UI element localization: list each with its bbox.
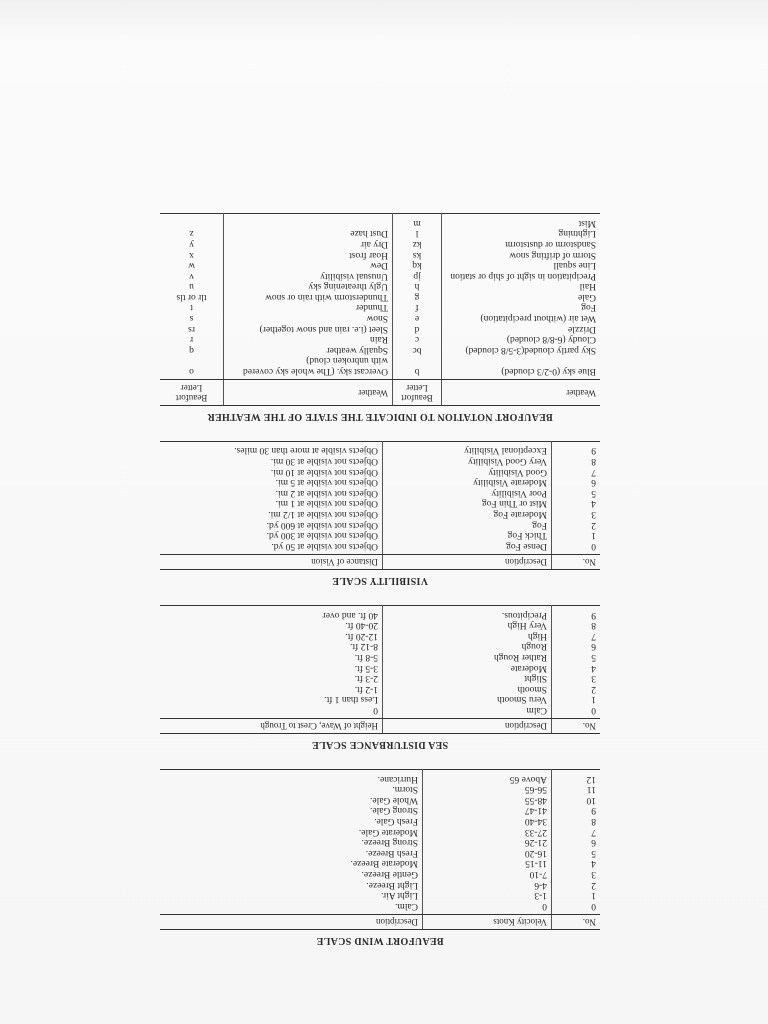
col-header-letter-2: Beaufort Letter [160, 380, 224, 406]
col-header-weather-2: Weather [224, 380, 393, 406]
table-cell: 5-8 ft. [160, 651, 383, 662]
col-header-description: Description [383, 554, 552, 570]
table-cell: Whole Gale. [160, 794, 423, 805]
table-cell: l [393, 228, 442, 239]
table-cell: tlr or tls [160, 291, 224, 302]
table-cell: Objects not visible at 600 yd. [160, 519, 383, 530]
col-header-wave-height: Height of Wave, Crest to Trough [160, 718, 383, 734]
table-cell: Mist [578, 217, 596, 228]
table-cell: Squally weather [224, 344, 393, 355]
table-cell: q [160, 344, 224, 355]
table-cell: 2 [591, 519, 596, 530]
wind-scale-section [160, 769, 600, 945]
table-row [160, 540, 600, 554]
table-cell: bc [393, 344, 442, 355]
table-cell: 3 [591, 869, 596, 880]
table-row [160, 455, 600, 466]
table-cell: 1-3 [423, 890, 552, 901]
table-row [160, 651, 600, 662]
table-cell: Precipitation in sight of ship or station [450, 270, 596, 281]
table-row [160, 673, 600, 684]
table-cell: Objects not visible at 5 mi. [160, 477, 383, 488]
col-header-no: No. [552, 718, 601, 734]
table-cell: u [160, 281, 224, 292]
table-row [160, 498, 600, 509]
table-cell: t [160, 302, 224, 313]
table-cell: 34-40 [423, 815, 552, 826]
table-cell: jp [393, 270, 442, 281]
table-row [160, 519, 600, 530]
table-row [160, 281, 600, 292]
table-cell: v [160, 270, 224, 281]
table-cell: Calm. [160, 900, 423, 914]
table-cell: 27-33 [423, 826, 552, 837]
table-cell: Fresh Breeze. [160, 847, 423, 858]
table-cell: 4 [591, 858, 596, 869]
table-row [160, 630, 600, 641]
table-cell: Objects not visible at 1 mi. [160, 498, 383, 509]
table-row [160, 291, 600, 302]
sea-scale-table [160, 605, 600, 735]
table-cell: r [160, 334, 224, 345]
table-row [160, 815, 600, 826]
table-cell: Smooth [383, 683, 552, 694]
table-cell: 1 [591, 890, 596, 901]
visibility-scale-header-row [160, 554, 600, 570]
table-cell: 8 [591, 456, 596, 467]
table-row [160, 238, 600, 249]
table-cell: 1 [591, 530, 596, 541]
table-row [160, 530, 600, 541]
table-row [160, 270, 600, 281]
table-cell: ks [393, 249, 442, 260]
table-cell: 3 [591, 509, 596, 519]
table-cell: 8-12 ft. [160, 641, 383, 652]
table-cell: Hoar frost [224, 249, 393, 260]
table-cell: Objects not visible at 300 yd. [160, 530, 383, 541]
table-row [160, 704, 600, 718]
table-row [160, 858, 600, 869]
table-cell: s [160, 313, 224, 324]
printed-sheet-rotated [160, 170, 600, 945]
table-row [160, 868, 600, 879]
table-row [160, 784, 600, 795]
table-cell: Moderate Breeze. [160, 858, 423, 869]
table-row [160, 344, 600, 355]
table-cell: 4 [591, 662, 596, 673]
table-cell: d [393, 323, 442, 334]
table-cell: e [393, 313, 442, 324]
table-cell: 11-15 [423, 858, 552, 869]
col-header-no: No. [552, 554, 601, 570]
table-cell: 9 [591, 805, 596, 816]
table-cell: Light Air. [160, 890, 423, 901]
table-cell: Storm of drifting snow [509, 249, 596, 260]
table-cell: Dense Fog [383, 540, 552, 554]
table-row [160, 323, 600, 334]
table-cell: 3-5 ft. [160, 662, 383, 673]
table-cell: 7-10 [423, 868, 552, 879]
table-row [160, 249, 600, 260]
table-cell: Drizzle [568, 323, 596, 334]
col-header-description: Description [383, 718, 552, 734]
table-cell: Dew [224, 260, 393, 271]
col-header-distance: Distance of Vision [160, 554, 383, 570]
table-cell: Snow [224, 313, 393, 324]
table-row [160, 441, 600, 455]
col-header-letter-1: Beaufort Letter [393, 380, 442, 406]
table-cell: Lightning [558, 228, 596, 239]
table-cell: 5 [591, 651, 596, 662]
table-cell: x [160, 249, 224, 260]
table-cell: Light Breeze. [160, 879, 423, 890]
table-cell: Mist or Thin Fog [383, 498, 552, 509]
table-cell: Objects not visible at 1/2 mi. [160, 508, 383, 519]
table-cell: Sleet (i.e. rain and snow together) [224, 323, 393, 334]
col-header-no: No. [552, 914, 601, 930]
table-cell: Thick Fog [383, 530, 552, 541]
table-cell: Above 65 [423, 770, 552, 784]
table-cell: Thunderstorm with rain or snow [224, 291, 393, 302]
table-cell: 1-2 ft. [160, 683, 383, 694]
table-cell: z [160, 228, 224, 239]
table-cell: Moderate Visibility [383, 477, 552, 488]
table-cell: m [393, 214, 442, 228]
table-cell: 16-20 [423, 847, 552, 858]
table-cell: 10 [586, 794, 596, 805]
table-cell: Storm. [160, 784, 423, 795]
table-cell: Objects not visible at 2 mi. [160, 487, 383, 498]
table-cell: 6 [591, 477, 596, 488]
table-cell: Objects not visible at 50 yd. [160, 540, 383, 554]
table-cell: 8 [591, 816, 596, 827]
table-cell: w [160, 260, 224, 271]
table-cell: b [393, 355, 442, 380]
table-cell: 8 [591, 620, 596, 631]
table-cell: Cloudy (6-8/8 clouded) [506, 334, 596, 345]
col-header-weather-1: Weather [442, 380, 601, 406]
table-cell: 56-65 [423, 784, 552, 795]
table-row [160, 508, 600, 519]
table-cell: Moderate Gale. [160, 826, 423, 837]
wind-scale-body [160, 770, 600, 915]
table-cell [224, 214, 393, 228]
table-cell: 6 [591, 837, 596, 848]
table-cell: Rather Rough [383, 651, 552, 662]
table-cell: 48-55 [423, 794, 552, 805]
table-cell: Objects not visible at 10 mi. [160, 466, 383, 477]
table-cell: Thunder [224, 302, 393, 313]
table-row [160, 794, 600, 805]
table-cell: 4 [591, 498, 596, 509]
table-row [160, 900, 600, 914]
table-cell: 7 [591, 466, 596, 477]
table-row [160, 313, 600, 324]
table-cell: Hurricane. [160, 770, 423, 784]
sea-scale-section [160, 605, 600, 749]
table-cell: 0 [591, 540, 596, 551]
table-cell [160, 214, 224, 228]
table-cell: Dust haze [224, 228, 393, 239]
visibility-scale-section [160, 441, 600, 585]
table-row [160, 662, 600, 673]
table-cell: kq [393, 260, 442, 271]
table-cell: g [393, 291, 442, 302]
table-cell: Strong Gale. [160, 805, 423, 816]
table-row [160, 477, 600, 488]
table-cell: Overcast sky. (The whole sky covered with unbroken cloud) [224, 355, 393, 380]
table-row [160, 487, 600, 498]
table-cell: 41-47 [423, 805, 552, 816]
table-row [160, 694, 600, 705]
table-row [160, 214, 600, 228]
table-cell: Objects visible at more than 30 miles. [160, 441, 383, 455]
table-cell: 9 [591, 609, 596, 620]
visibility-scale-body [160, 441, 600, 554]
table-row [160, 302, 600, 313]
table-cell: 11 [586, 784, 596, 795]
sea-scale-body [160, 605, 600, 718]
table-cell: 2-3 ft. [160, 673, 383, 684]
table-cell: Fog [581, 302, 596, 313]
weather-notation-header-row [160, 380, 600, 406]
table-cell: Poor Visibility [383, 487, 552, 498]
table-cell: Exceptional Visibility [383, 441, 552, 455]
table-cell: 9 [591, 445, 596, 456]
table-cell: Blue sky (0-2/3 clouded) [501, 366, 596, 377]
sea-scale-header-row [160, 718, 600, 734]
table-cell: 7 [591, 630, 596, 641]
visibility-scale-title: VISIBILITY SCALE [332, 574, 428, 586]
table-cell: 0 [423, 900, 552, 914]
table-cell: High [383, 630, 552, 641]
table-row [160, 620, 600, 631]
table-cell: 21-26 [423, 837, 552, 848]
table-cell: Sandstorm or duststorm [505, 238, 596, 249]
table-cell: 40 ft. and over [160, 605, 383, 619]
table-cell: 0 [591, 704, 596, 715]
table-cell: h [393, 281, 442, 292]
table-cell: 5 [591, 847, 596, 858]
sea-scale-title: SEA DISTURBANCE SCALE [311, 739, 449, 751]
table-cell: 4-6 [423, 879, 552, 890]
table-row [160, 837, 600, 848]
table-cell: Fresh Gale. [160, 815, 423, 826]
col-header-description: Description [160, 914, 423, 930]
visibility-scale-table [160, 441, 600, 571]
table-cell: Dry air [224, 238, 393, 249]
table-cell: 0 [591, 900, 596, 911]
table-cell: y [160, 238, 224, 249]
table-cell: Veru Smooth [383, 694, 552, 705]
table-cell: Rain [224, 334, 393, 345]
table-cell: Very Good Visibility [383, 455, 552, 466]
table-cell: Sky partly clouded(3-5/8 clouded) [465, 344, 596, 355]
table-cell: 0 [160, 704, 383, 718]
weather-notation-body [160, 214, 600, 380]
table-cell: Fog [383, 519, 552, 530]
table-cell: o [160, 355, 224, 380]
table-row [160, 879, 600, 890]
table-row [160, 890, 600, 901]
table-row [160, 847, 600, 858]
table-cell: Slight [383, 673, 552, 684]
table-cell: Wet air (without precipitation) [480, 313, 596, 324]
table-cell: Line squall [553, 260, 596, 271]
table-row [160, 641, 600, 652]
table-cell: 2 [591, 879, 596, 890]
table-cell: Precipitous. [383, 605, 552, 619]
table-cell: 7 [591, 826, 596, 837]
table-cell: Hail [579, 281, 596, 292]
table-cell: Calm [383, 704, 552, 718]
table-cell: 3 [591, 673, 596, 684]
table-cell: 20-40 ft. [160, 620, 383, 631]
table-cell: 5 [591, 487, 596, 498]
table-row [160, 805, 600, 816]
weather-notation-title: BEAUFORT NOTATION TO INDICATE THE STATE OF THE WEATHER [207, 410, 553, 422]
table-row [160, 466, 600, 477]
table-row [160, 826, 600, 837]
table-row [160, 228, 600, 239]
table-cell: Objects not visible at 30 mi. [160, 455, 383, 466]
table-cell: Good Visibility [383, 466, 552, 477]
table-cell: Strong Breeze. [160, 837, 423, 848]
wind-scale-header-row [160, 914, 600, 930]
table-cell: Gentle Breeze. [160, 868, 423, 879]
wind-scale-title: BEAUFORT WIND SCALE [316, 935, 444, 946]
table-cell: Ugly threatening sky [224, 281, 393, 292]
table-cell: Less than 1 ft. [160, 694, 383, 705]
table-cell: Very High [383, 620, 552, 631]
table-row [160, 355, 600, 380]
table-row [160, 334, 600, 345]
table-cell: 12 [586, 773, 596, 784]
table-cell: Unusual visibility [224, 270, 393, 281]
page-shadow [0, 0, 768, 40]
col-header-velocity: Velocity Knots [423, 914, 552, 930]
table-row [160, 605, 600, 619]
table-row [160, 683, 600, 694]
table-cell: f [393, 302, 442, 313]
table-cell: Moderate [383, 662, 552, 673]
table-cell: 12-20 ft. [160, 630, 383, 641]
table-cell: Rough [383, 641, 552, 652]
table-cell: c [393, 334, 442, 345]
table-row [160, 260, 600, 271]
weather-notation-section [160, 213, 600, 421]
table-row [160, 770, 600, 784]
table-cell: Gale [578, 291, 596, 302]
table-cell: 2 [591, 683, 596, 694]
table-cell: 1 [591, 694, 596, 705]
table-cell: kz [393, 238, 442, 249]
table-cell: Moderate Fog [383, 508, 552, 519]
table-cell: 6 [591, 641, 596, 652]
wind-scale-table [160, 769, 600, 930]
weather-notation-table [160, 213, 600, 406]
table-cell: rs [160, 323, 224, 334]
